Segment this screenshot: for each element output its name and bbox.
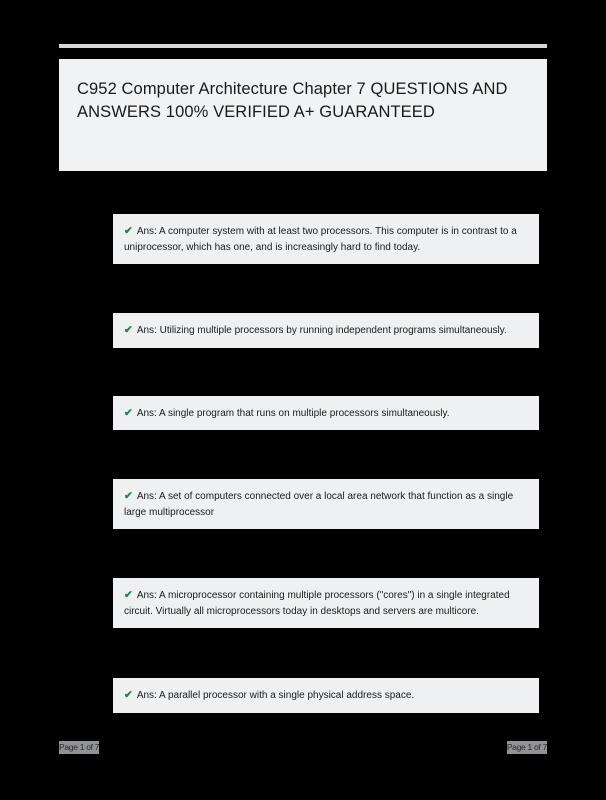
answer-card	[113, 214, 539, 264]
page-footer	[59, 741, 547, 761]
check-icon: ✔	[124, 225, 133, 237]
answer-text-wrapper	[124, 587, 527, 619]
answer-card	[113, 678, 539, 713]
answer-text-wrapper	[124, 488, 527, 520]
page-title: C952 Computer Architecture Chapter 7 QUESTIONS AND ANSWERS 100% VERIFIED A+ GUARANTEED	[77, 80, 508, 122]
document-title-block	[59, 59, 547, 171]
check-icon: ✔	[124, 490, 133, 502]
answer-text: Ans: A computer system with at least two processors. This computer is in contrast to a uniprocessor, which has one, and is increasingly hard to find today.	[124, 226, 517, 253]
answer-text-wrapper	[124, 322, 527, 339]
page-top-rule	[59, 44, 547, 48]
answer-text: Ans: Utilizing multiple processors by running independent programs simultaneously.	[136, 325, 507, 336]
card-spacer	[113, 430, 539, 479]
answer-text-wrapper	[124, 223, 527, 255]
card-spacer	[113, 529, 539, 578]
card-spacer	[113, 628, 539, 678]
answer-card	[113, 479, 539, 529]
document-page	[59, 44, 547, 769]
answer-text-wrapper	[124, 405, 527, 422]
answer-text: Ans: A single program that runs on multiple processors simultaneously.	[136, 407, 450, 419]
footer-right-text: Page 1 of 7	[506, 742, 547, 752]
answer-card	[113, 578, 539, 628]
check-icon: ✔	[124, 324, 133, 336]
check-icon: ✔	[124, 589, 133, 601]
answer-card	[113, 396, 539, 431]
check-icon: ✔	[124, 689, 133, 701]
answer-text: Ans: A microprocessor containing multiple processors ("cores") in a single integrated circuit. Virtually all microprocessors today in desktops and servers are multicore.	[124, 590, 510, 617]
answer-text: Ans: A set of computers connected over a local area network that function as a single large multiprocessor	[124, 491, 514, 518]
card-spacer	[113, 264, 539, 313]
answer-text-wrapper	[124, 687, 527, 704]
answer-card	[113, 313, 539, 348]
answer-text: Ans: A parallel processor with a single physical address space.	[136, 690, 415, 701]
footer-left-text: Page 1 of 7	[59, 742, 100, 752]
answers-list	[113, 214, 539, 713]
check-icon: ✔	[124, 406, 133, 419]
card-spacer	[113, 348, 539, 396]
